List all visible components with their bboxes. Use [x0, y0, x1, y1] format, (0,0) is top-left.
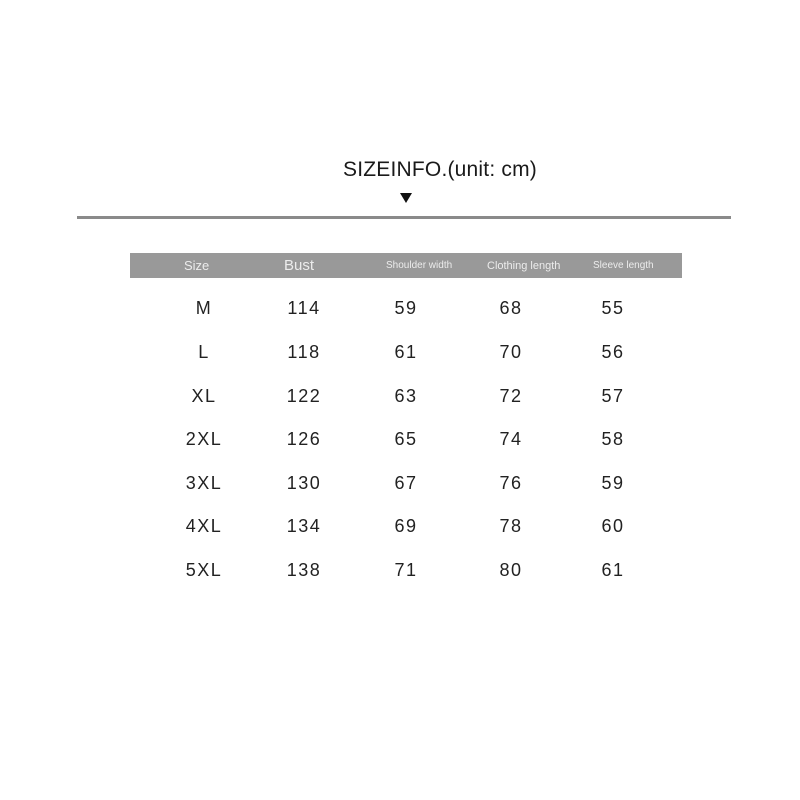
cell-sleeve-length: 57	[601, 386, 625, 406]
cell-bust: 126	[286, 429, 322, 449]
cell-clothing-length: 70	[499, 342, 523, 362]
cell-bust: 114	[287, 298, 321, 318]
header-size: Size	[184, 258, 210, 273]
cell-shoulder-width: 61	[394, 342, 418, 362]
divider	[77, 216, 731, 219]
table-row	[130, 337, 682, 367]
cell-size: 2XL	[185, 429, 223, 449]
header-sleeve-length: Sleeve length	[593, 260, 654, 271]
cell-size: M	[195, 298, 213, 318]
cell-sleeve-length: 60	[601, 516, 625, 536]
cell-shoulder-width: 59	[394, 298, 418, 318]
cell-clothing-length: 74	[499, 429, 523, 449]
table-row	[130, 293, 682, 323]
cell-clothing-length: 80	[499, 560, 523, 580]
cell-size: L	[198, 342, 210, 362]
cell-bust: 122	[286, 386, 322, 406]
cell-bust: 138	[286, 560, 322, 580]
cell-size: 5XL	[185, 560, 223, 580]
cell-size: 4XL	[185, 516, 223, 536]
table-row	[130, 381, 682, 411]
cell-clothing-length: 78	[499, 516, 523, 536]
cell-shoulder-width: 67	[394, 473, 418, 493]
table-row	[130, 424, 682, 454]
cell-sleeve-length: 61	[601, 560, 625, 580]
cell-sleeve-length: 59	[601, 473, 625, 493]
cell-size: XL	[191, 386, 217, 406]
cell-bust: 134	[286, 516, 322, 536]
cell-clothing-length: 76	[499, 473, 523, 493]
cell-sleeve-length: 55	[601, 298, 625, 318]
header-clothing-length: Clothing length	[487, 260, 561, 272]
cell-clothing-length: 72	[499, 386, 523, 406]
header-bust: Bust	[284, 257, 315, 274]
cell-shoulder-width: 71	[394, 560, 418, 580]
cell-sleeve-length: 56	[601, 342, 625, 362]
table-row	[130, 555, 682, 585]
table-row	[130, 511, 682, 541]
cell-shoulder-width: 65	[394, 429, 418, 449]
cell-shoulder-width: 63	[394, 386, 418, 406]
cell-size: 3XL	[185, 473, 223, 493]
cell-clothing-length: 68	[499, 298, 523, 318]
cell-sleeve-length: 58	[601, 429, 625, 449]
cell-shoulder-width: 69	[394, 516, 418, 536]
cell-bust: 118	[287, 342, 321, 362]
table-header	[130, 253, 682, 278]
size-table	[130, 253, 682, 580]
table-row	[130, 468, 682, 498]
page-title: SIZEINFO.(unit: cm)	[343, 158, 537, 181]
down-triangle-icon	[400, 193, 412, 203]
cell-bust: 130	[286, 473, 322, 493]
header-shoulder-width: Shoulder width	[386, 260, 453, 271]
